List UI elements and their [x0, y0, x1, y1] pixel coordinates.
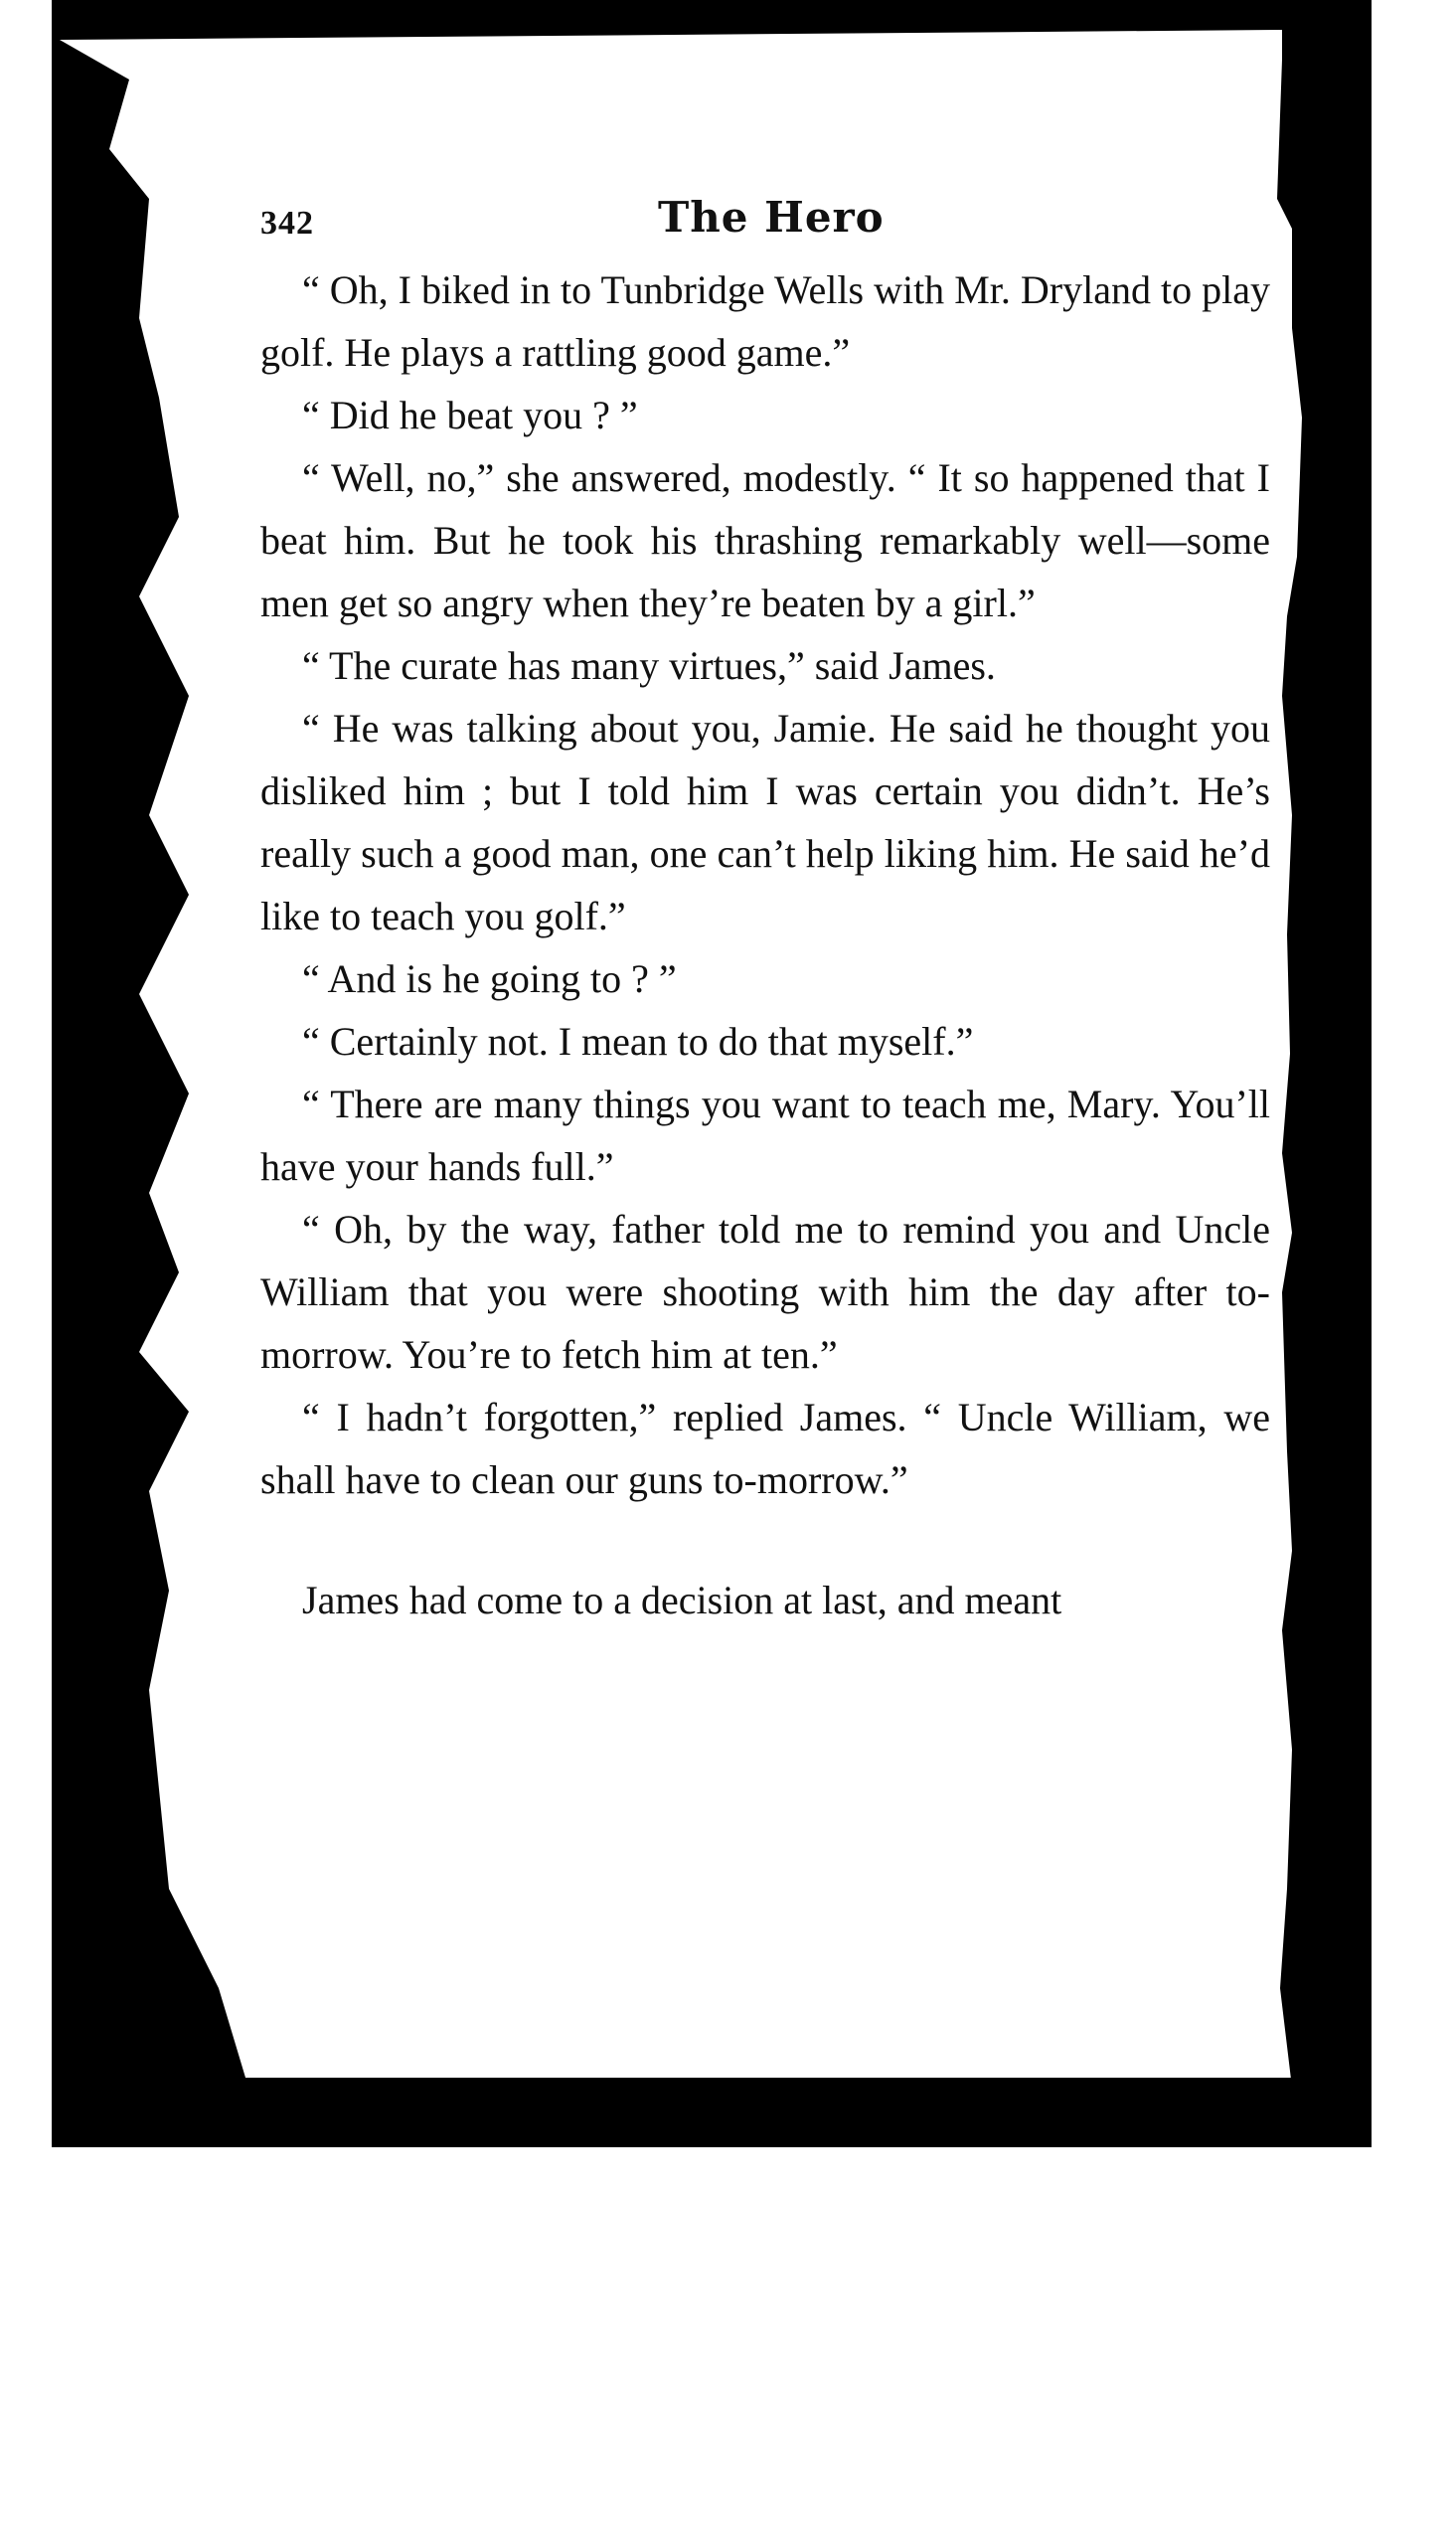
paragraph-7: “ Certainly not. I mean to do that myself.” — [302, 1019, 974, 1064]
paragraph-10: “ I hadn’t forgotten,” replied James. “ Uncle William, we shall have to clean our guns to-morrow.” — [260, 1395, 1270, 1502]
paragraph-9: “ Oh, by the way, father told me to remind you and Uncle William that you were shooting with him the day after to-morrow. You’re to fetch him at ten.” — [260, 1207, 1270, 1377]
running-head — [260, 189, 1270, 258]
page-number: 342 — [260, 205, 314, 242]
paragraph-5: “ He was talking about you, Jamie. He said he thought you disliked him ; but I told him I was certain you didn’t. He’s really such a good man, one can’t help liking him. He said he’d like to teach you golf.” — [260, 706, 1270, 938]
running-title: The Hero — [658, 193, 885, 242]
paragraph-3: “ Well, no,” she answered, modestly. “ It so happened that I beat him. But he took his thrashing remarkably well—some men get so angry when they’re beaten by a girl.” — [260, 455, 1270, 625]
paragraph-4: “ The curate has many virtues,” said James. — [302, 643, 996, 688]
paragraph-2: “ Did he beat you ? ” — [302, 393, 638, 437]
paragraph-6: “ And is he going to ? ” — [302, 956, 677, 1001]
paragraph-8: “ There are many things you want to teach me, Mary. You’ll have your hands full.” — [260, 1082, 1270, 1189]
paragraph-11: James had come to a decision at last, and meant — [302, 1578, 1062, 1622]
book-page — [260, 189, 1270, 1631]
paragraph-1: “ Oh, I biked in to Tunbridge Wells with Mr. Dryland to play golf. He plays a rattling good game.” — [260, 267, 1270, 375]
